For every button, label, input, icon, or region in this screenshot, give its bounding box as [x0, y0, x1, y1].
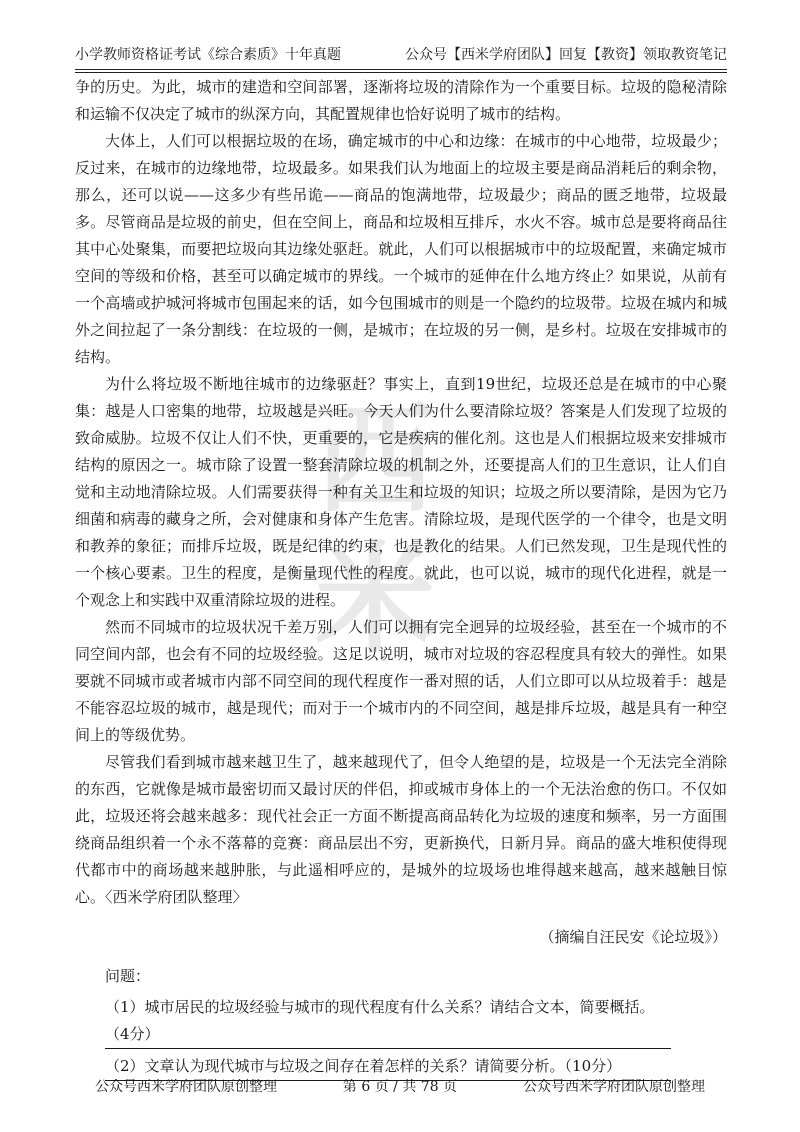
- question-2: （2）文章认为现代城市与垃圾之间存在着怎样的关系？请简要分析。（10分）: [105, 1053, 671, 1081]
- page-footer: [95, 1076, 705, 1098]
- header-rule-secondary: [75, 72, 727, 73]
- article-paragraph-2: 大体上，人们可以根据垃圾的在场，确定城市的中心和边缘：在城市的中心地带，垃圾最少；反过来，在城市的边缘地带，垃圾最多。如果我们认为地面上的垃圾主要是商品消耗后的剩余物，那么，还可以说——这多少有些吊诡——商品的饱满地带，垃圾最少；商品的匮乏地带，垃圾最多。尽管商品是垃圾的前史，但在空间上，商品和垃圾相互排斥，水火不容。城市总是要将商品往其中心处聚集，而要把垃圾向其边缘处驱赶。就此，人们可以根据城市中的垃圾配置，来确定城市空间的等级和价格，甚至可以确定城市的界线。一个城市的延伸在什么地方终止？如果说，从前有一个高墙或护城河将城市包围起来的话，如今包围城市的则是一个隐约的垃圾带。垃圾在城内和城外之间拉起了一条分割线：在垃圾的一侧，是城市；在垃圾的另一侧，是乡村。垃圾在安排城市的结构。: [75, 132, 727, 366]
- page-header: [75, 44, 727, 66]
- article-body: [75, 74, 727, 1081]
- article-paragraph-3: 为什么将垃圾不断地往城市的边缘驱赶？事实上，直到19世纪，垃圾还总是在城市的中心聚集：越是人口密集的地带，垃圾越是兴旺。今天人们为什么要清除垃圾？答案是人们发现了垃圾的致命威胁。垃圾不仅让人们不快，更重要的，它是疾病的催化剂。这也是人们根据垃圾来安排城市结构的原因之一。城市除了设置一整套清除垃圾的机制之外，还要提高人们的卫生意识，让人们自觉和主动地清除垃圾。人们需要获得一种有关卫生和垃圾的知识；垃圾之所以要清除，是因为它乃细菌和病毒的藏身之所，会对健康和身体产生危害。清除垃圾，是现代医学的一个律令，也是文明和教养的象征；而排斥垃圾，既是纪律的约束，也是教化的结果。人们已然发现，卫生是现代性的一个核心要素。卫生的程度，是衡量现代性的程度。就此，也可以说，城市的现代化进程，就是一个观念上和实践中双重清除垃圾的进程。: [75, 375, 727, 609]
- article-paragraph-1: 争的历史。为此，城市的建造和空间部署，逐渐将垃圾的清除作为一个重要目标。垃圾的隐秘清除和运输不仅决定了城市的纵深方向，其配置规律也恰好说明了城市的结构。: [75, 78, 727, 123]
- article-paragraph-4: 然而不同城市的垃圾状况千差万别，人们可以拥有完全迥异的垃圾经验，甚至在一个城市的不同空间内部，也会有不同的垃圾经验。这足以说明，城市对垃圾的容忍程度具有较大的弹性。如果要就不同城市或者城市内部不同空间的现代程度作一番对照的话，人们立即可以从垃圾着手：越是不能容忍垃圾的城市，越是现代；而对于一个城市内的不同空间，越是排斥垃圾，越是具有一种空间上的等级优势。: [75, 618, 727, 744]
- header-promo: 公众号【西米学府团队】回复【教资】领取教资笔记: [405, 47, 727, 63]
- watermark-char-1: 西: [315, 389, 435, 530]
- article-paragraph-5: 尽管我们看到城市越来越卫生了，越来越现代了，但令人绝望的是，垃圾是一个无法完全消除的东西，它就像是城市最密切而又最讨厌的伴侣，抑或城市身体上的一个无法治愈的伤口。不仅如此，垃圾还将会越来越多：现代社会正一方面不断提高商品转化为垃圾的速度和频率，另一方面围绕商品组织着一个永不落幕的竞赛：商品层出不穷，更新换代，日新月异。商品的盛大堆积使得现代都市中的商场越来越肿胀，与此遥相呼应的，是城外的垃圾场也堆得越来越高，越来越触目惊心。〈西米学府团队整理〉: [75, 753, 727, 906]
- watermark-char-2: 米: [315, 529, 435, 670]
- header-rule: [75, 69, 727, 70]
- page-number: 第 6 页 / 共 78 页: [342, 1079, 458, 1095]
- footer-right-note: 公众号西米学府团队原创整理: [523, 1079, 705, 1095]
- footer-left-note: 公众号西米学府团队原创整理: [95, 1079, 277, 1095]
- header-book-title: 小学教师资格证考试《综合素质》十年真题: [75, 47, 341, 63]
- questions-label: 问题：: [105, 967, 151, 985]
- article-source: （摘编自汪民安《论垃圾》）: [539, 928, 727, 946]
- question-1: （1）城市居民的垃圾经验与城市的现代程度有什么关系？请结合文本，简要概括。（4分）: [105, 994, 671, 1049]
